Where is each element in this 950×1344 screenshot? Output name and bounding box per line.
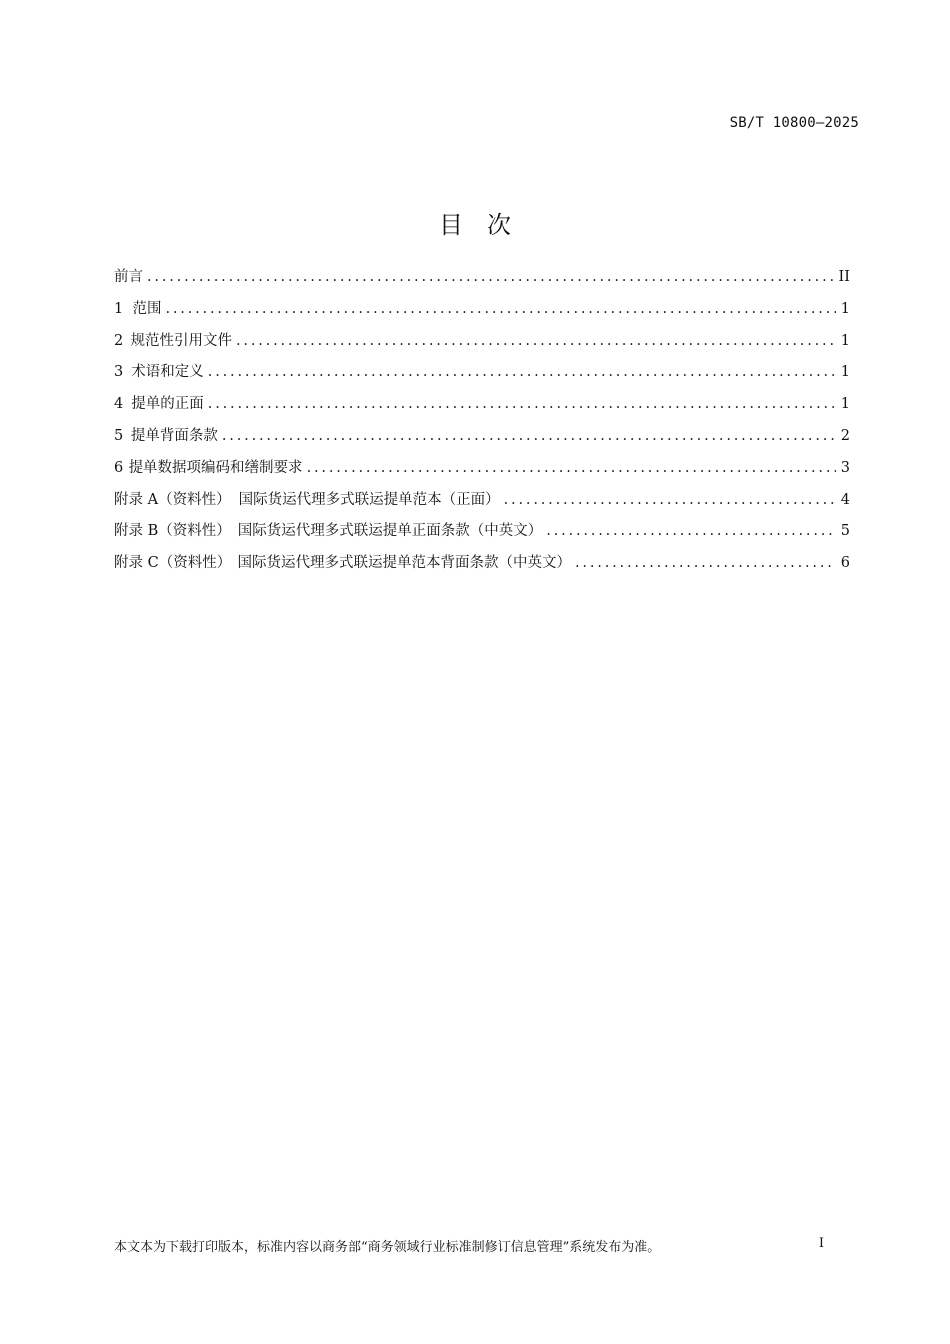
toc-leader-dots [504,492,836,508]
toc-entry-front-side[interactable] [114,392,850,424]
toc-entry-label: 术语和定义 [131,364,204,381]
standard-code: SB/T 10800—2025 [729,115,859,131]
toc-entry-foreword[interactable] [114,265,850,297]
page-title: 目次 [439,211,535,239]
toc-leader-dots [147,269,835,285]
toc-entry-scope[interactable] [114,297,850,329]
toc-entry-number: 6 [114,459,124,476]
toc-entry-annex-b[interactable] [114,519,850,551]
toc-entry-page: 1 [840,396,850,413]
toc-entry-label: 国际货运代理多式联运提单范本背面条款（中英文） [237,555,572,572]
toc-entry-label: 范围 [132,300,162,317]
toc-entry-label: 前言 [114,269,143,285]
toc-leader-dots [165,301,836,317]
toc-leader-dots [208,396,836,412]
toc-entry-page: 1 [840,364,850,381]
toc-entry-number: 5 [114,427,124,444]
toc-leader-dots [546,523,836,539]
toc-entry-page: 5 [840,523,850,540]
toc-entry-page: 6 [840,555,850,572]
toc-leader-dots [575,555,836,571]
toc-entry-terms[interactable] [114,360,850,392]
toc-entry-label: 提单数据项编码和缮制要求 [128,459,303,476]
toc-entry-normative-references[interactable] [114,329,850,361]
toc-entry-label: 国际货运代理多式联运提单正面条款（中英文） [237,523,543,540]
table-of-contents [114,265,850,583]
toc-entry-label: 规范性引用文件 [130,332,232,349]
toc-entry-page: 1 [840,332,850,349]
toc-leader-dots [222,428,836,444]
toc-entry-data-coding[interactable] [114,456,850,488]
toc-entry-prefix: 附录 C（资料性） [114,555,232,572]
toc-entry-label: 提单的正面 [131,396,204,413]
toc-entry-number: 1 [114,300,124,317]
toc-leader-dots [236,333,836,349]
toc-entry-label: 国际货运代理多式联运提单范本（正面） [238,491,500,508]
toc-leader-dots [307,460,836,476]
toc-leader-dots [208,364,836,380]
toc-entry-page: 3 [840,459,850,476]
toc-entry-page: 1 [840,300,850,317]
toc-entry-number: 2 [114,332,124,349]
toc-entry-back-clauses[interactable] [114,424,850,456]
toc-entry-annex-c[interactable] [114,551,850,583]
toc-entry-label: 提单背面条款 [130,427,218,444]
toc-entry-page: 4 [840,491,850,508]
toc-entry-page: 2 [840,427,850,444]
footer-page-number: I [818,1236,824,1251]
toc-entry-prefix: 附录 B（资料性） [114,523,231,540]
toc-entry-prefix: 附录 A（资料性） [114,491,231,508]
toc-entry-number: 4 [114,396,124,413]
toc-entry-page: II [838,269,850,285]
toc-entry-number: 3 [114,364,124,381]
footer-disclaimer: 本文本为下载打印版本，标准内容以商务部“商务领域行业标准制修订信息管理”系统发布为准。 [114,1240,661,1255]
toc-entry-annex-a[interactable] [114,488,850,520]
